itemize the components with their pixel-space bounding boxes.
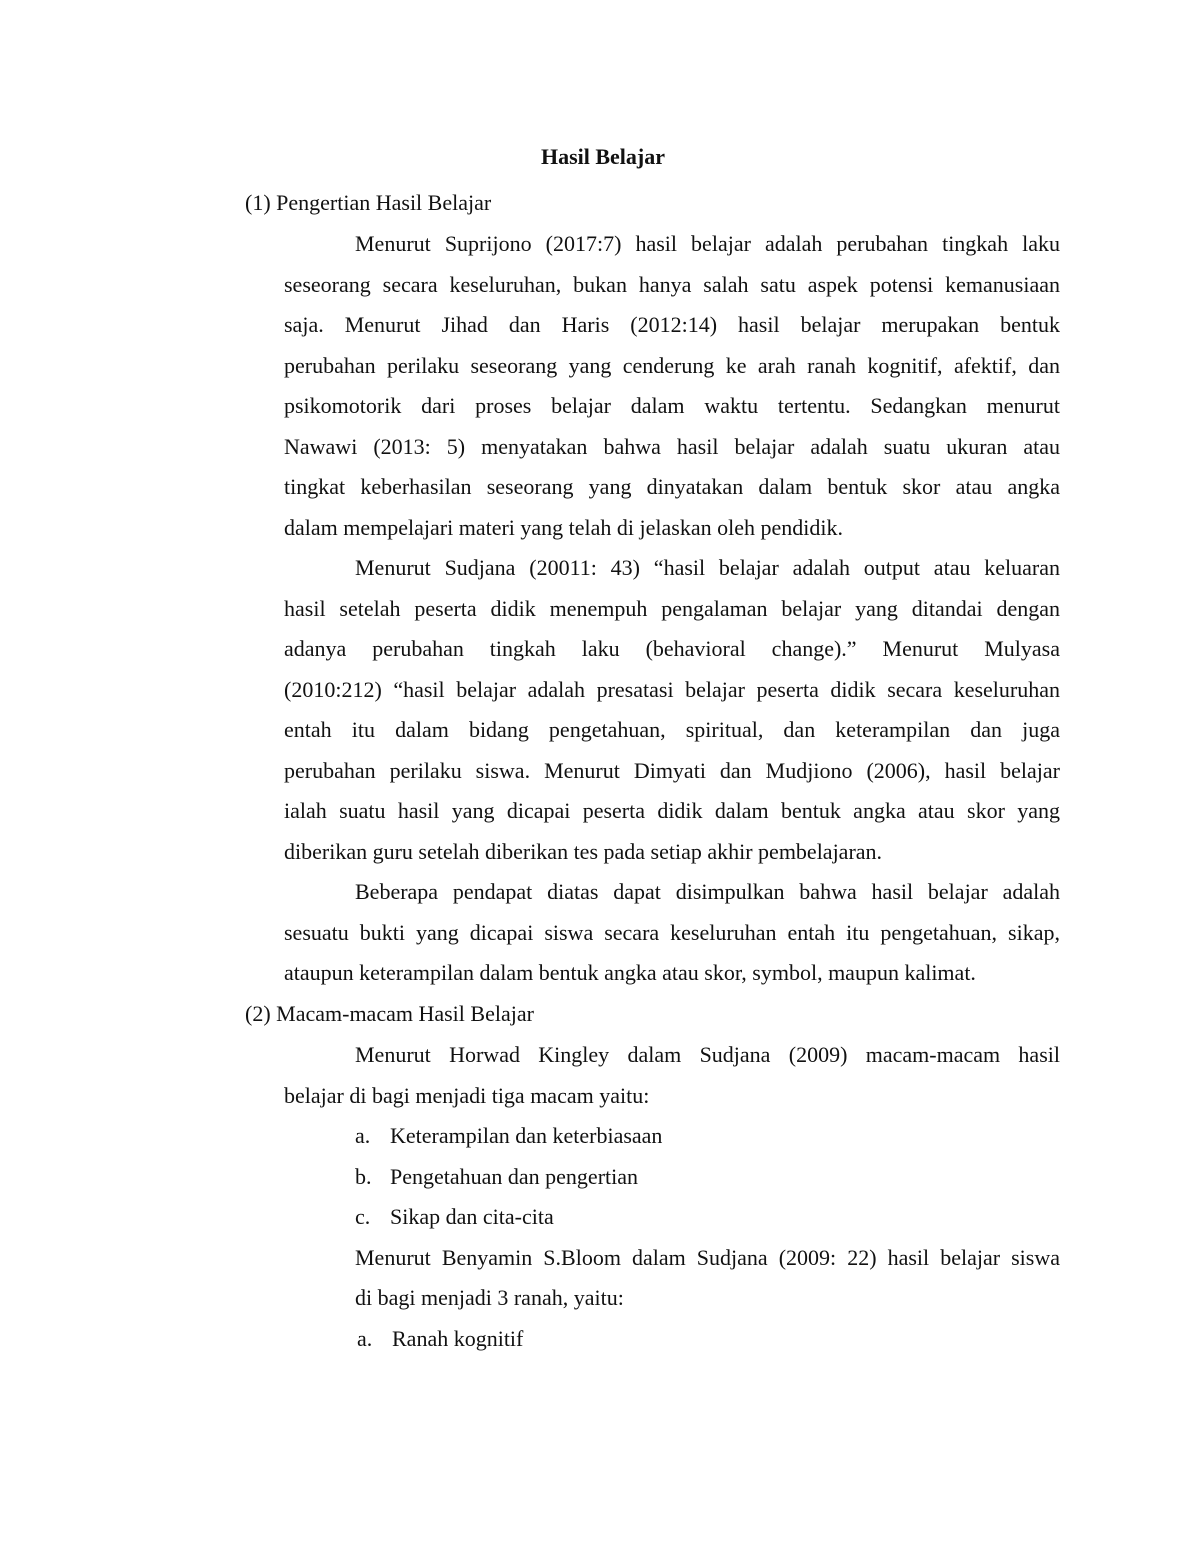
- paragraph-line: ialah suatu hasil yang dicapai peserta didik dalam bentuk angka atau skor yang: [284, 798, 1060, 823]
- paragraph-line: Menurut Sudjana (20011: 43) “hasil belajar adalah output atau keluaran: [355, 555, 1060, 580]
- paragraph-line: (2010:212) “hasil belajar adalah presatasi belajar peserta didik secara keseluruhan: [284, 677, 1060, 702]
- paragraph-line: perubahan perilaku siswa. Menurut Dimyati dan Mudjiono (2006), hasil belajar: [284, 758, 1060, 783]
- paragraph-line: sesuatu bukti yang dicapai siswa secara keseluruhan entah itu pengetahuan, sikap,: [284, 920, 1060, 945]
- paragraph-line: Beberapa pendapat diatas dapat disimpulkan bahwa hasil belajar adalah: [355, 879, 1060, 904]
- list-item: Pengetahuan dan pengertian: [390, 1164, 639, 1189]
- list-item: Ranah kognitif: [392, 1326, 524, 1351]
- paragraph-line: tingkat keberhasilan seseorang yang dinyatakan dalam bentuk skor atau angka: [284, 474, 1060, 499]
- paragraph-line: Menurut Suprijono (2017:7) hasil belajar adalah perubahan tingkah laku: [355, 231, 1060, 256]
- paragraph-line: psikomotorik dari proses belajar dalam waktu tertentu. Sedangkan menurut: [284, 393, 1060, 418]
- list-item-marker: a.: [355, 1123, 371, 1148]
- paragraph-line: saja. Menurut Jihad dan Haris (2012:14) hasil belajar merupakan bentuk: [284, 312, 1060, 337]
- paragraph-line: dalam mempelajari materi yang telah di jelaskan oleh pendidik.: [284, 515, 843, 540]
- page-title: Hasil Belajar: [540, 144, 666, 169]
- paragraph-line: seseorang secara keseluruhan, bukan hanya salah satu aspek potensi kemanusiaan: [284, 272, 1060, 297]
- list-item-marker: c.: [355, 1204, 371, 1229]
- paragraph-line: adanya perubahan tingkah laku (behavioral change).” Menurut Mulyasa: [284, 636, 1060, 661]
- section-1-heading: (1) Pengertian Hasil Belajar: [245, 190, 492, 215]
- paragraph-line: di bagi menjadi 3 ranah, yaitu:: [355, 1285, 624, 1310]
- list-item: Keterampilan dan keterbiasaan: [390, 1123, 663, 1148]
- paragraph-line: Nawawi (2013: 5) menyatakan bahwa hasil belajar adalah suatu ukuran atau: [284, 434, 1060, 459]
- list-item: Sikap dan cita-cita: [390, 1204, 554, 1229]
- paragraph-line: entah itu dalam bidang pengetahuan, spiritual, dan keterampilan dan juga: [284, 717, 1060, 742]
- paragraph-line: Menurut Benyamin S.Bloom dalam Sudjana (2009: 22) hasil belajar siswa: [355, 1245, 1060, 1270]
- paragraph-line: belajar di bagi menjadi tiga macam yaitu:: [284, 1083, 650, 1108]
- section-2-heading: (2) Macam-macam Hasil Belajar: [245, 1001, 534, 1026]
- list-item-marker: b.: [355, 1164, 372, 1189]
- list-item-marker: a.: [357, 1326, 373, 1351]
- paragraph-line: hasil setelah peserta didik menempuh pengalaman belajar yang ditandai dengan: [284, 596, 1060, 621]
- paragraph-line: diberikan guru setelah diberikan tes pada setiap akhir pembelajaran.: [284, 839, 883, 864]
- paragraph-line: perubahan perilaku seseorang yang cenderung ke arah ranah kognitif, afektif, dan: [284, 353, 1060, 378]
- paragraph-line: Menurut Horwad Kingley dalam Sudjana (2009) macam-macam hasil: [355, 1042, 1060, 1067]
- paragraph-line: ataupun keterampilan dalam bentuk angka atau skor, symbol, maupun kalimat.: [284, 960, 976, 985]
